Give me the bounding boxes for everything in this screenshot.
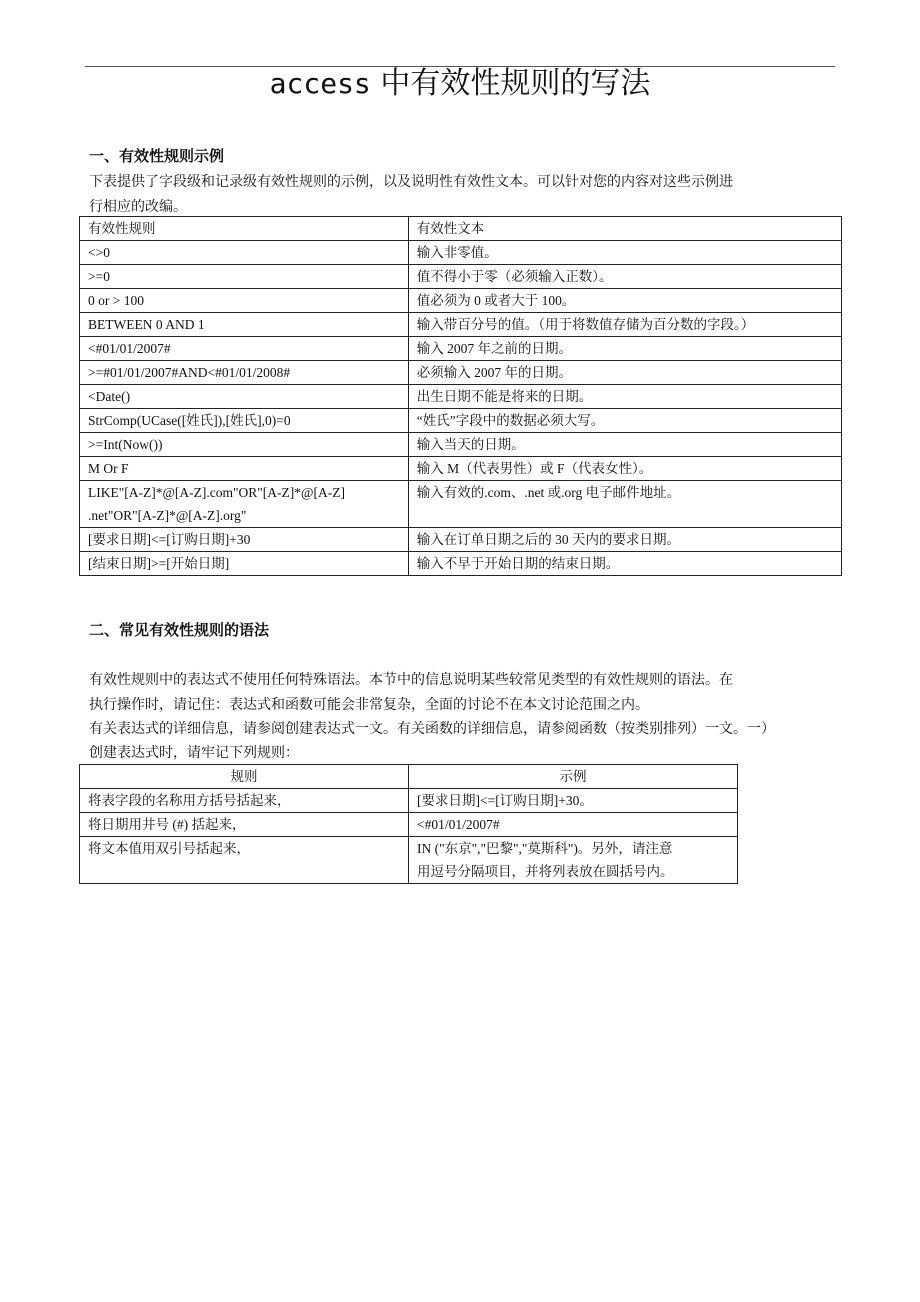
rule-cell: <>0 bbox=[80, 241, 409, 265]
section2-para-line4: 创建表达式时，请牢记下列规则： bbox=[89, 745, 299, 761]
rule-cell: 将表字段的名称用方括号括起来， bbox=[80, 789, 409, 813]
table-row bbox=[80, 361, 842, 385]
rule-cell bbox=[80, 481, 409, 528]
rule-cell: 将文本值用双引号括起来， bbox=[80, 837, 409, 884]
page-title bbox=[0, 64, 920, 104]
example-cell: <#01/01/2007# bbox=[409, 813, 738, 837]
table-row bbox=[80, 552, 842, 576]
rule-cell: 将日期用井号 (#) 括起来， bbox=[80, 813, 409, 837]
text-cell: 必须输入 2007 年的日期。 bbox=[408, 361, 841, 385]
text-cell: 输入 2007 年之前的日期。 bbox=[408, 337, 841, 361]
rule-cell: >=Int(Now()) bbox=[80, 433, 409, 457]
title-zh: 中有效性规则的写法 bbox=[380, 66, 651, 101]
table-header-row bbox=[80, 217, 842, 241]
syntax-rules-table bbox=[79, 764, 738, 884]
table-row bbox=[80, 528, 842, 552]
text-cell: 输入不早于开始日期的结束日期。 bbox=[408, 552, 841, 576]
section2-para-line3: 有关表达式的详细信息，请参阅创建表达式一文。有关函数的详细信息，请参阅函数（按类别排列）一文。一） bbox=[89, 721, 775, 737]
table-row bbox=[80, 289, 842, 313]
example-cell-line1: IN ("东京","巴黎","莫斯科")。另外，请注意 bbox=[417, 841, 673, 856]
text-cell: 输入有效的.com、.net 或.org 电子邮件地址。 bbox=[408, 481, 841, 528]
section2-para-line1: 有效性规则中的表达式不使用任何特殊语法。本节中的信息说明某些较常见类型的有效性规则的语法。在 bbox=[89, 672, 733, 688]
example-cell: [要求日期]<=[订购日期]+30。 bbox=[409, 789, 738, 813]
rule-cell: <Date() bbox=[80, 385, 409, 409]
text-cell: 输入 M（代表男性）或 F（代表女性）。 bbox=[408, 457, 841, 481]
section2-para-line2: 执行操作时，请记住：表达式和函数可能会非常复杂，全面的讨论不在本文讨论范围之内。 bbox=[89, 697, 649, 713]
title-en: access bbox=[269, 67, 371, 100]
table-row bbox=[80, 385, 842, 409]
rule-cell-line1: LIKE"[A-Z]*@[A-Z].com"OR"[A-Z]*@[A-Z] bbox=[88, 485, 345, 500]
rule-cell-line2: .net"OR"[A-Z]*@[A-Z].org" bbox=[88, 508, 247, 523]
text-cell: 出生日期不能是将来的日期。 bbox=[408, 385, 841, 409]
table-row bbox=[80, 433, 842, 457]
header-cell-rule: 有效性规则 bbox=[80, 217, 409, 241]
table-row bbox=[80, 337, 842, 361]
table-header-row bbox=[80, 765, 738, 789]
text-cell: 值必须为 0 或者大于 100。 bbox=[408, 289, 841, 313]
text-cell: 输入带百分号的值。（用于将数值存储为百分数的字段。） bbox=[408, 313, 841, 337]
rule-cell: StrComp(UCase([姓氏]),[姓氏],0)=0 bbox=[80, 409, 409, 433]
section1-heading: 一、有效性规则示例 bbox=[89, 147, 225, 165]
text-cell: 值不得小于零（必须输入正数）。 bbox=[408, 265, 841, 289]
rule-cell: 0 or > 100 bbox=[80, 289, 409, 313]
section1-intro-line2: 行相应的改编。 bbox=[89, 199, 187, 215]
table-row bbox=[80, 265, 842, 289]
table-row bbox=[80, 789, 738, 813]
table-row bbox=[80, 241, 842, 265]
rule-cell: [要求日期]<=[订购日期]+30 bbox=[80, 528, 409, 552]
table-row bbox=[80, 837, 738, 884]
text-cell: “姓氏”字段中的数据必须大写。 bbox=[408, 409, 841, 433]
example-cell-line2: 用逗号分隔项目，并将列表放在圆括号内。 bbox=[417, 864, 674, 879]
header-cell-example: 示例 bbox=[409, 765, 738, 789]
validation-rules-table bbox=[79, 216, 842, 576]
example-cell bbox=[409, 837, 738, 884]
header-cell-rule: 规则 bbox=[80, 765, 409, 789]
table-row bbox=[80, 481, 842, 528]
table-row bbox=[80, 813, 738, 837]
table-row bbox=[80, 457, 842, 481]
text-cell: 输入非零值。 bbox=[408, 241, 841, 265]
rule-cell: [结束日期]>=[开始日期] bbox=[80, 552, 409, 576]
rule-cell: >=#01/01/2007#AND<#01/01/2008# bbox=[80, 361, 409, 385]
rule-cell: <#01/01/2007# bbox=[80, 337, 409, 361]
text-cell: 输入当天的日期。 bbox=[408, 433, 841, 457]
rule-cell: BETWEEN 0 AND 1 bbox=[80, 313, 409, 337]
section2-heading: 二、常见有效性规则的语法 bbox=[89, 621, 270, 639]
section1-intro-line1: 下表提供了字段级和记录级有效性规则的示例，以及说明性有效性文本。可以针对您的内容对这些示例进 bbox=[89, 174, 733, 190]
text-cell: 输入在订单日期之后的 30 天内的要求日期。 bbox=[408, 528, 841, 552]
header-cell-text: 有效性文本 bbox=[408, 217, 841, 241]
rule-cell: >=0 bbox=[80, 265, 409, 289]
table-row bbox=[80, 409, 842, 433]
rule-cell: M Or F bbox=[80, 457, 409, 481]
table-row bbox=[80, 313, 842, 337]
